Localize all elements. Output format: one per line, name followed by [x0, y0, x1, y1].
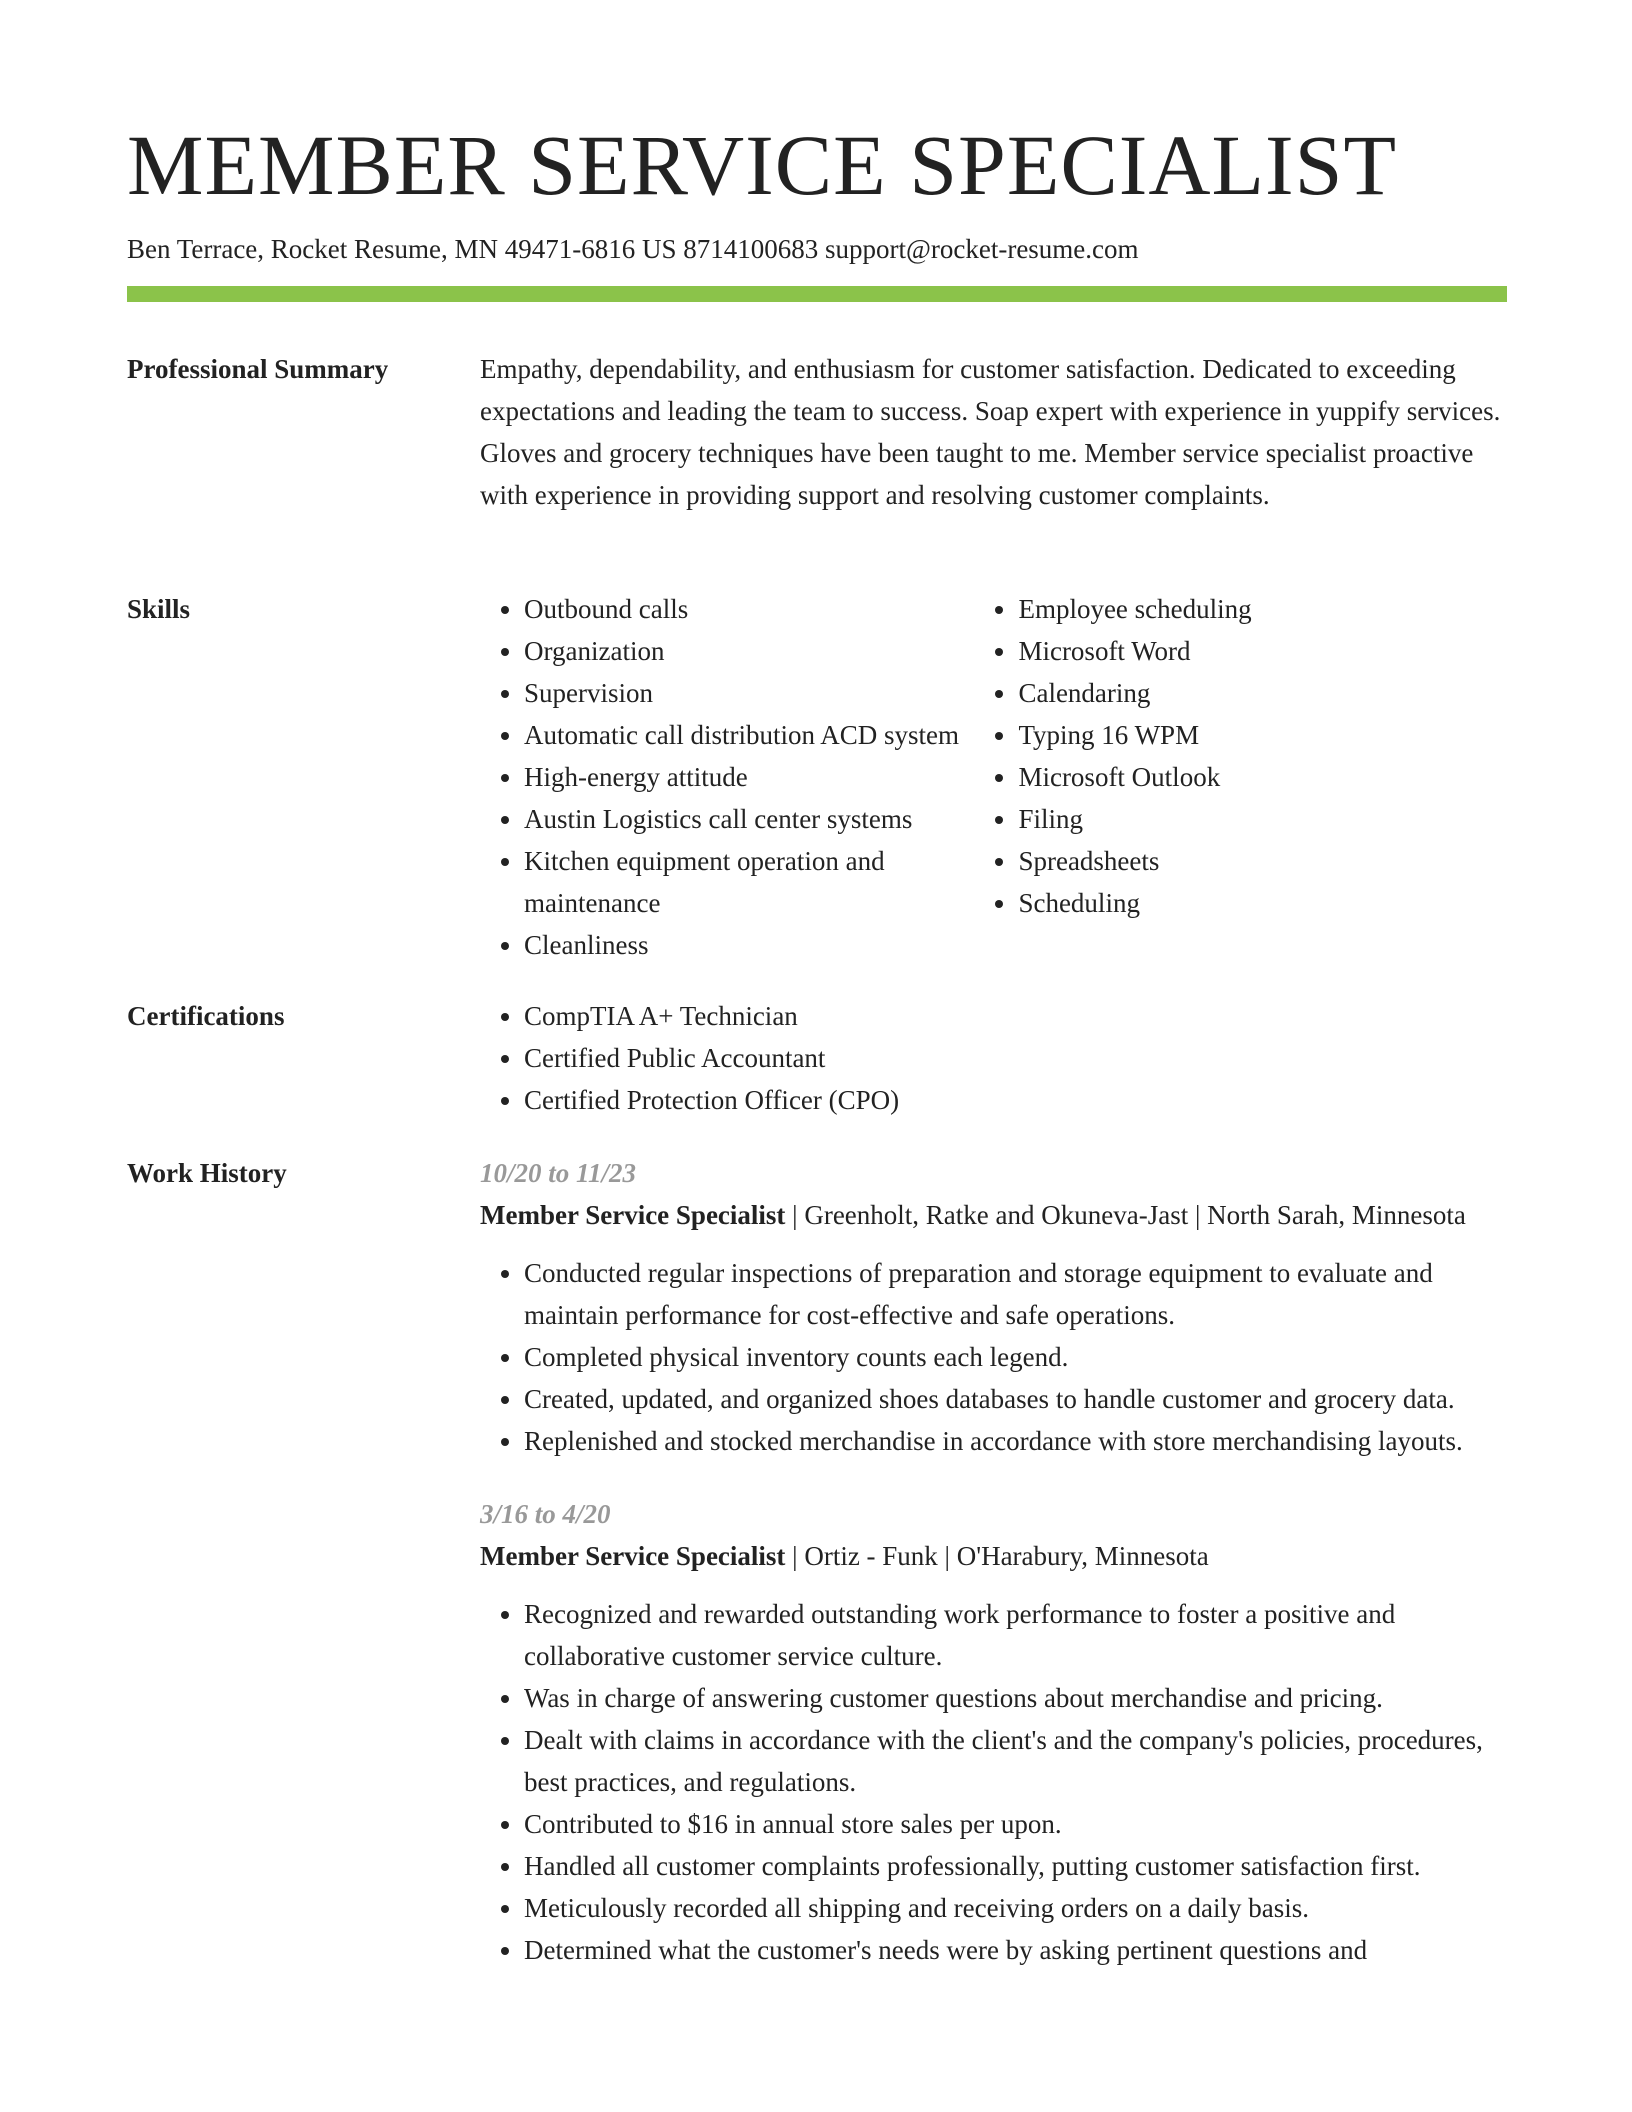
job-bullet: • Conducted regular inspections of preparation and storage equipment to evaluate and maintain performance for cost-effective and safe operations. [524, 1252, 1507, 1336]
job-dates: 10/20 to 11/23 [480, 1158, 637, 1188]
job-entry [480, 1493, 1507, 1971]
skills-body [480, 588, 1507, 966]
job-entry [480, 1152, 1507, 1462]
skill-item: • Employee scheduling [1018, 588, 1507, 630]
skill-item: • Microsoft Outlook [1018, 756, 1507, 798]
contact-line: Ben Terrace, Rocket Resume, MN 49471-6816 US 8714100683 support@rocket-resume.com [127, 234, 1139, 264]
summary-text: Empathy, dependability, and enthusiasm for customer satisfaction. Dedicated to exceeding expectations and leading the team to success. Soap expert with experience in yuppify services. Gloves and grocery techniques have been taught to me. Member service specialist proactive with experience in providing support and resolving customer complaints. [480, 354, 1501, 510]
resume-title: MEMBER SERVICE SPECIALIST [127, 117, 1398, 213]
job-bullet: • Contributed to $16 in annual store sales per upon. [524, 1803, 1507, 1845]
job-bullet: • Dealt with claims in accordance with the client's and the company's policies, procedures, best practices, and regulations. [524, 1719, 1507, 1803]
job-bullet: • Recognized and rewarded outstanding work performance to foster a positive and collaborative customer service culture. [524, 1593, 1507, 1677]
job-bullet: • Replenished and stocked merchandise in accordance with store merchandising layouts. [524, 1420, 1507, 1462]
certifications-label: Certifications [127, 1001, 285, 1031]
job-bullet: • Created, updated, and organized shoes databases to handle customer and grocery data. [524, 1378, 1507, 1420]
job-bullet-list [480, 1593, 1507, 1971]
work-history-body [480, 1152, 1507, 1971]
skill-item: • Organization [524, 630, 974, 672]
job-bullet-list [480, 1252, 1507, 1462]
skill-item: • Filing [1018, 798, 1507, 840]
header-accent-rule [127, 286, 1507, 302]
certification-item: • Certified Public Accountant [524, 1037, 1507, 1079]
skills-list-left [480, 588, 974, 966]
job-title: Member Service Specialist [480, 1200, 786, 1230]
certifications-list [480, 995, 1507, 1121]
summary-body [480, 348, 1507, 516]
skill-item: • Typing 16 WPM [1018, 714, 1507, 756]
job-bullet: • Meticulously recorded all shipping and receiving orders on a daily basis. [524, 1887, 1507, 1929]
job-heading [480, 1535, 1507, 1577]
job-bullet: • Completed physical inventory counts each legend. [524, 1336, 1507, 1378]
skill-item: • Outbound calls [524, 588, 974, 630]
skill-item: • Spreadsheets [1018, 840, 1507, 882]
summary-label: Professional Summary [127, 354, 389, 384]
skill-item: • Calendaring [1018, 672, 1507, 714]
job-bullet: • Determined what the customer's needs were by asking pertinent questions and [524, 1929, 1507, 1971]
job-bullet: • Was in charge of answering customer questions about merchandise and pricing. [524, 1677, 1507, 1719]
job-details: | Greenholt, Ratke and Okuneva-Jast | North Sarah, Minnesota [785, 1200, 1466, 1230]
job-heading [480, 1194, 1507, 1236]
skill-item: • Automatic call distribution ACD system [524, 714, 974, 756]
skill-item: • Kitchen equipment operation and maintenance [524, 840, 974, 924]
skill-item: • Cleanliness [524, 924, 974, 966]
work-history-label: Work History [127, 1158, 287, 1188]
skill-item: • High-energy attitude [524, 756, 974, 798]
job-details: | Ortiz - Funk | O'Harabury, Minnesota [785, 1541, 1209, 1571]
certification-item: • CompTIA A+ Technician [524, 995, 1507, 1037]
job-title: Member Service Specialist [480, 1541, 786, 1571]
certifications-body [480, 995, 1507, 1121]
skill-item: • Austin Logistics call center systems [524, 798, 974, 840]
skill-item: • Supervision [524, 672, 974, 714]
certification-item: • Certified Protection Officer (CPO) [524, 1079, 1507, 1121]
job-bullet: • Handled all customer complaints professionally, putting customer satisfaction first. [524, 1845, 1507, 1887]
skill-item: • Scheduling [1018, 882, 1507, 924]
skill-item: • Microsoft Word [1018, 630, 1507, 672]
job-dates: 3/16 to 4/20 [480, 1499, 611, 1529]
skills-list-right [974, 588, 1507, 966]
skills-label: Skills [127, 594, 191, 624]
